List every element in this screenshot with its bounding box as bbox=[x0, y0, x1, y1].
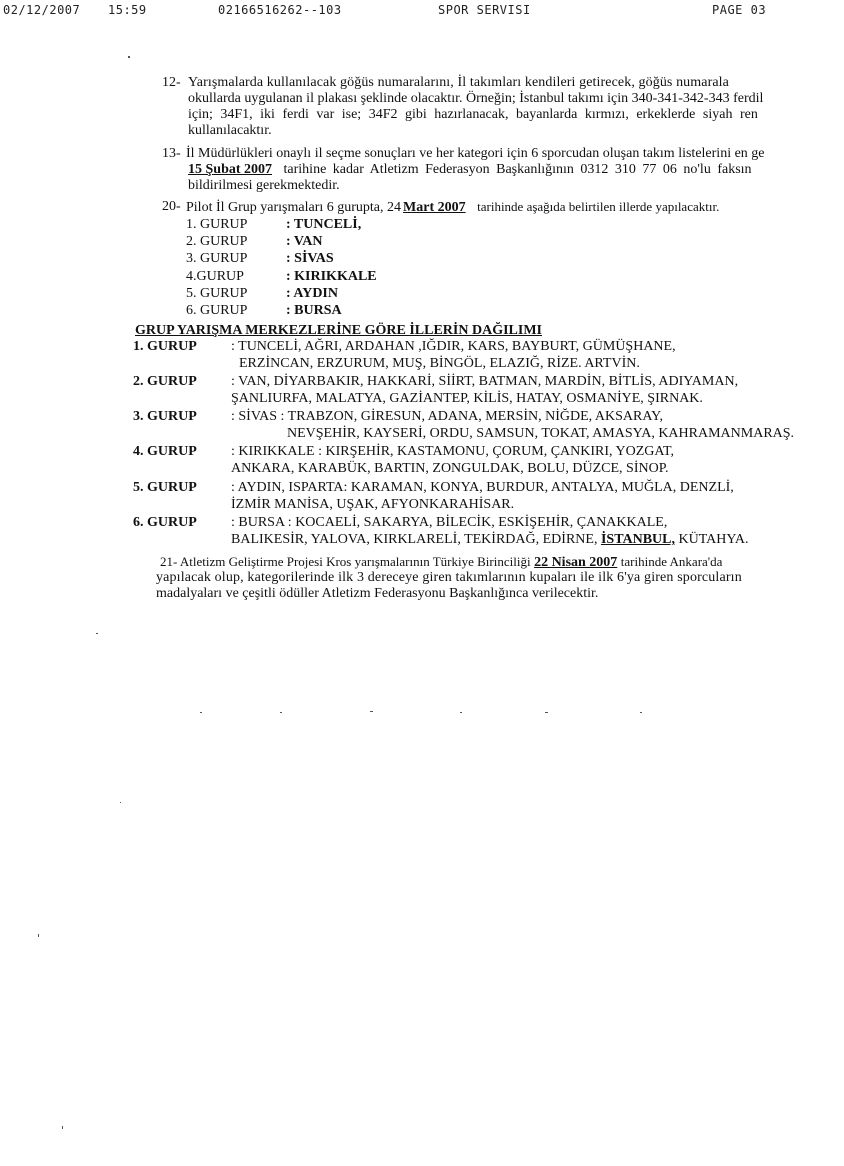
item-13-number: 13- bbox=[162, 146, 181, 161]
distribution-group-6 bbox=[133, 515, 833, 549]
distribution-group-label: 1. GURUP bbox=[133, 339, 197, 354]
item-13-deadline-date: 15 Şubat 2007 bbox=[188, 162, 273, 177]
pilot-group-city: : TUNCELİ, bbox=[286, 217, 362, 232]
item-12-number: 12- bbox=[162, 75, 181, 90]
fax-number: 02166516262--103 bbox=[218, 3, 342, 17]
pilot-group-name: 5. GURUP bbox=[186, 285, 248, 301]
item-12-line-4: kullanılacaktır. bbox=[188, 123, 272, 138]
distribution-group-4 bbox=[133, 444, 833, 478]
item-12 bbox=[162, 75, 844, 139]
item-20-text-after: tarihinde aşağıda belirtilen illerde yapılacaktır. bbox=[477, 199, 720, 214]
item-13-line-2: tarihine kadar Atletizm Federasyon Başkanlığının 0312 310 77 06 no'lu faksın bbox=[283, 162, 752, 177]
distribution-group-line: : VAN, DİYARBAKIR, HAKKARİ, SİİRT, BATMAN, MARDİN, BİTLİS, ADIYAMAN, bbox=[231, 374, 739, 389]
item-13-line-3: bildirilmesi gerekmektedir. bbox=[188, 178, 340, 193]
distribution-group-line: ERZİNCAN, ERZURUM, MUŞ, BİNGÖL, ELAZIĞ, RİZE. ARTVİN. bbox=[239, 356, 640, 371]
pilot-group-city: : AYDIN bbox=[286, 285, 338, 301]
fax-time: 15:59 bbox=[108, 3, 147, 17]
distribution-group-1 bbox=[133, 339, 833, 373]
distribution-group-label: 6. GURUP bbox=[133, 515, 197, 530]
distribution-group-5 bbox=[133, 480, 833, 514]
pilot-group-city: : BURSA bbox=[286, 302, 342, 318]
distribution-group-line: : BURSA : KOCAELİ, SAKARYA, BİLECİK, ESKİŞEHİR, ÇANAKKALE, bbox=[231, 515, 668, 530]
distribution-group-label: 3. GURUP bbox=[133, 409, 197, 424]
distribution-group-line: : SİVAS : TRABZON, GİRESUN, ADANA, MERSİN, NİĞDE, AKSARAY, bbox=[231, 409, 663, 424]
distribution-group-line: ŞANLIURFA, MALATYA, GAZİANTEP, KİLİS, HATAY, OSMANİYE, ŞIRNAK. bbox=[231, 391, 703, 406]
scan-speck bbox=[96, 633, 98, 634]
scan-speck bbox=[120, 802, 121, 803]
pilot-group-name: 3. GURUP bbox=[186, 251, 248, 267]
item-13-line-1: İl Müdürlükleri onaylı il seçme sonuçları ve her kategori için 6 sporcudan oluşan takım listelerini en ge bbox=[186, 146, 765, 161]
item-21 bbox=[156, 554, 844, 606]
distribution-group-label: 5. GURUP bbox=[133, 480, 197, 495]
pilot-group-name: 1. GURUP bbox=[186, 217, 248, 232]
scan-speck bbox=[38, 934, 39, 937]
item-21-text-before: 21- Atletizm Geliştirme Projesi Kros yarışmalarının Türkiye Birinciliği bbox=[160, 554, 531, 569]
distribution-group-line: İZMİR MANİSA, UŞAK, AFYONKARAHİSAR. bbox=[231, 497, 515, 512]
item-21-date: 22 Nisan 2007 bbox=[534, 555, 618, 570]
pilot-group-name: 4.GURUP bbox=[186, 268, 244, 284]
distribution-group-line: NEVŞEHİR, KAYSERİ, ORDU, SAMSUN, TOKAT, AMASYA, KAHRAMANMARAŞ. bbox=[287, 426, 795, 441]
distribution-group-line: BALIKESİR, YALOVA, KIRKLARELİ, TEKİRDAĞ, EDİRNE, bbox=[231, 532, 598, 547]
pilot-group-name: 2. GURUP bbox=[186, 234, 248, 250]
distribution-group-line: : AYDIN, ISPARTA: KARAMAN, KONYA, BURDUR, ANTALYA, MUĞLA, DENZLİ, bbox=[231, 480, 734, 495]
distribution-group-2 bbox=[133, 374, 833, 408]
distribution-group-line: : TUNCELİ, AĞRI, ARDAHAN ,IĞDIR, KARS, BAYBURT, GÜMÜŞHANE, bbox=[231, 339, 676, 354]
scan-speck bbox=[62, 1126, 63, 1129]
scan-speck bbox=[460, 712, 462, 713]
pilot-group-city: : SİVAS bbox=[286, 251, 334, 267]
item-21-line-2: yapılacak olup, kategorilerinde ilk 3 dereceye giren takımlarının kupaları ile ilk 6'ya giren sporcuların bbox=[156, 570, 742, 585]
fax-date: 02/12/2007 bbox=[3, 3, 81, 17]
pilot-group-name: 6. GURUP bbox=[186, 302, 248, 318]
fax-header bbox=[0, 3, 844, 19]
scan-speck bbox=[280, 712, 282, 713]
fax-page: PAGE 03 bbox=[712, 3, 767, 17]
item-20-date: Mart 2007 bbox=[403, 200, 466, 215]
distribution-group-label: 2. GURUP bbox=[133, 374, 197, 389]
item-12-line-2: okullarda uygulanan il plakası şeklinde olacaktır. Örneğin; İstanbul takımı için 340-341-342-343 ferdil bbox=[188, 91, 764, 106]
scan-speck bbox=[128, 56, 130, 58]
scan-speck bbox=[640, 712, 642, 713]
item-20-text-before: Pilot İl Grup yarışmaları 6 gurupta, 24 bbox=[186, 200, 402, 215]
item-13 bbox=[162, 146, 844, 196]
distribution-title: GRUP YARIŞMA MERKEZLERİNE GÖRE İLLERİN DAĞILIMI bbox=[135, 323, 542, 338]
distribution-group-line-end: KÜTAHYA. bbox=[678, 532, 749, 547]
scan-speck bbox=[370, 711, 373, 712]
scan-speck bbox=[545, 712, 548, 713]
item-21-line-3: madalyaları ve çeşitli ödüller Atletizm Federasyonu Başkanlığınca verilecektir. bbox=[156, 586, 599, 601]
distribution-group-line: ANKARA, KARABÜK, BARTIN, ZONGULDAK, BOLU, DÜZCE, SİNOP. bbox=[231, 461, 669, 476]
scan-speck bbox=[200, 712, 202, 713]
distribution-group-3 bbox=[133, 409, 833, 443]
item-20 bbox=[162, 199, 844, 217]
fax-department: SPOR SERVISI bbox=[438, 3, 531, 17]
pilot-group-city: : KIRIKKALE bbox=[286, 268, 377, 284]
item-21-text-after: tarihinde Ankara'da bbox=[620, 554, 723, 569]
istanbul-highlight: İSTANBUL, bbox=[600, 532, 675, 547]
item-20-number: 20- bbox=[162, 199, 181, 214]
pilot-group-city: : VAN bbox=[286, 234, 323, 250]
distribution-group-line: : KIRIKKALE : KIRŞEHİR, KASTAMONU, ÇORUM, ÇANKIRI, YOZGAT, bbox=[231, 444, 674, 459]
item-12-line-3: için; 34F1, iki ferdi var ise; 34F2 gibi hazırlanacak, bayanlarda kırmızı, erkeklerde siyah ren bbox=[188, 107, 758, 122]
item-12-line-1: Yarışmalarda kullanılacak göğüs numaralarını, İl takımları kendileri getirecek, göğüs numarala bbox=[188, 75, 729, 90]
distribution-group-label: 4. GURUP bbox=[133, 444, 197, 459]
